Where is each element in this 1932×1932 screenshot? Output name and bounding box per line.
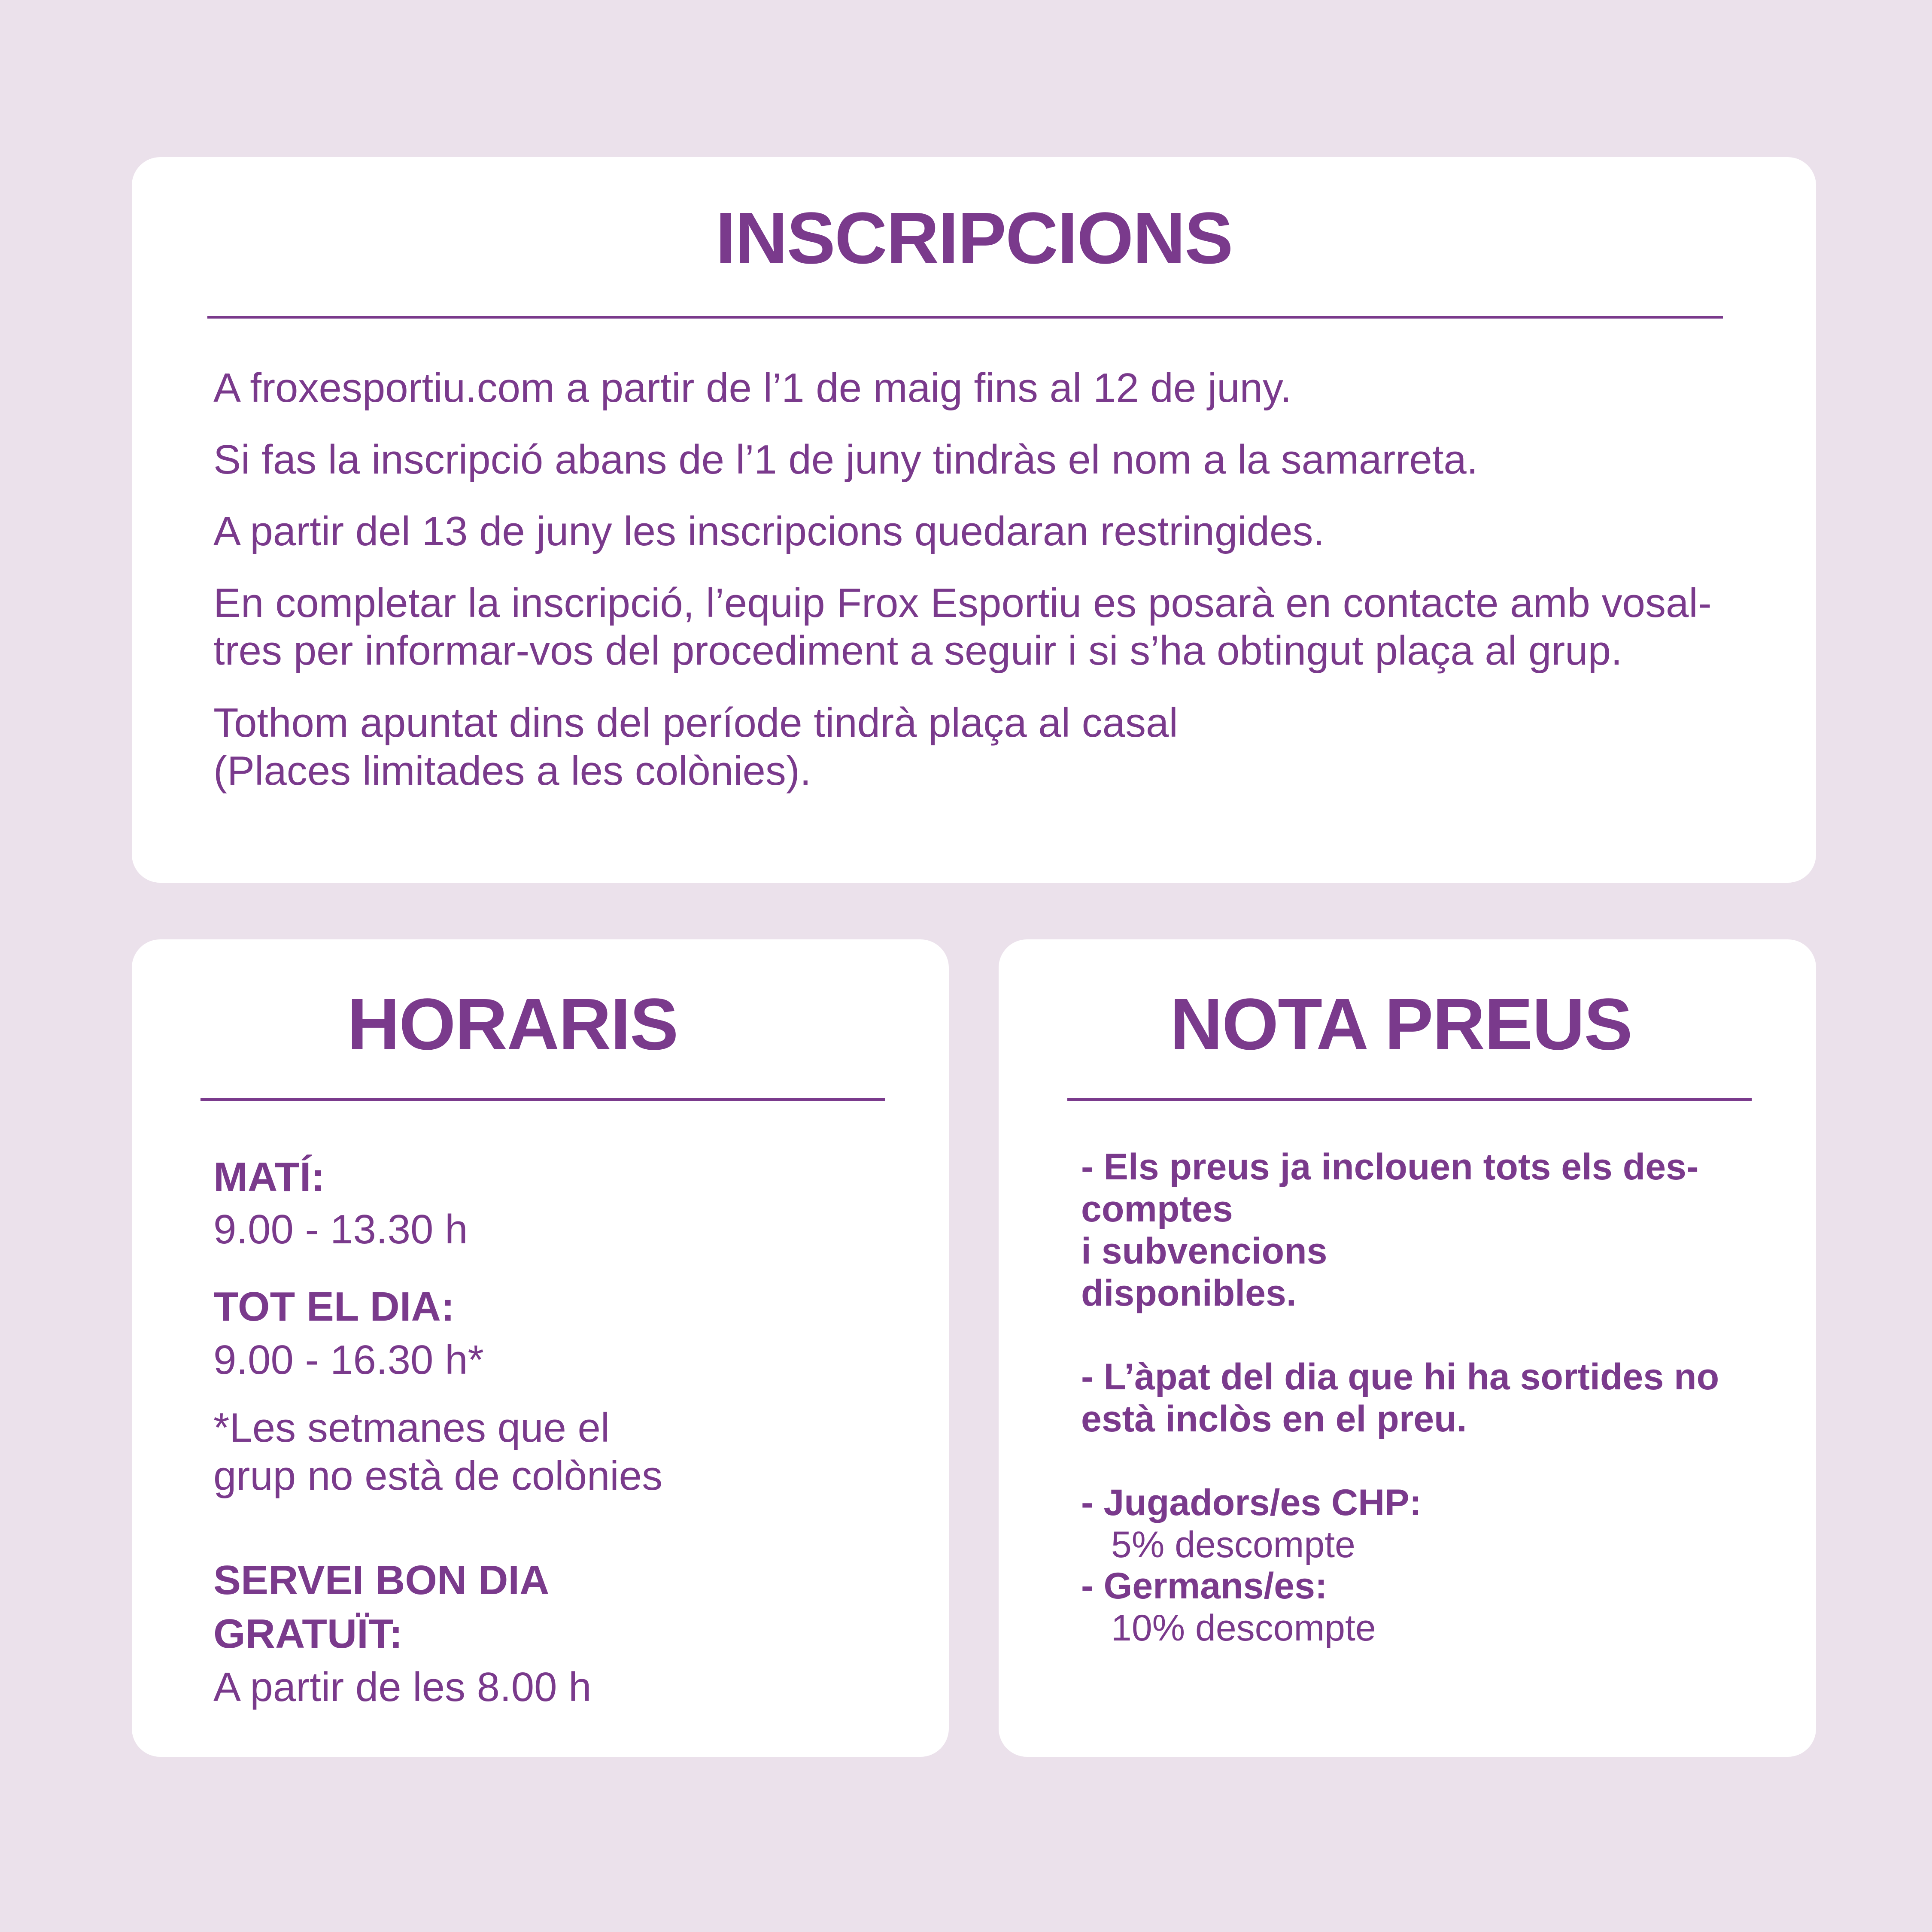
horaris-card [132,939,949,1757]
colonies-note-line-2: grup no està de colònies [213,1453,663,1499]
tot-el-dia-value: 9.00 - 16.30 h* [213,1337,484,1383]
preus-note-1-line-2: comptes [1081,1188,1233,1230]
inscripcions-paragraph-3: A partir del 13 de juny les inscripcions quedaran restringides. [213,508,1325,554]
bon-dia-value: A partir de les 8.00 h [213,1664,592,1710]
inscripcions-title: INSCRIPCIONS [715,197,1233,279]
nota-preus-divider [1067,1098,1752,1101]
preus-note-1-line-1: - Els preus ja inclouen tots els des- [1081,1146,1699,1188]
nota-preus-card [999,939,1816,1757]
tot-el-dia-label: TOT EL DIA: [213,1284,455,1330]
colonies-note-line-1: *Les setmanes que el [213,1405,610,1451]
inscripcions-divider [207,316,1723,319]
horaris-divider [200,1098,885,1101]
inscripcions-paragraph-4-line-2: tres per informar-vos del procediment a seguir i si s’ha obtingut plaça al grup. [213,628,1622,674]
mati-value: 9.00 - 13.30 h [213,1206,468,1252]
preus-note-1-line-4: disponibles. [1081,1273,1297,1314]
preus-note-2-line-1: - L’àpat del dia que hi ha sortides no [1081,1356,1719,1397]
preus-note-1-line-3: i subvencions [1081,1230,1327,1272]
inscripcions-paragraph-5-line-2: (Places limitades a les colònies). [213,748,811,794]
preus-note-2-line-2: està inclòs en el preu. [1081,1398,1467,1440]
bon-dia-label-line-2: GRATUÏT: [213,1611,403,1657]
germans-discount-label: - Germans/es: [1081,1565,1327,1607]
inscripcions-paragraph-5-line-1: Tothom apuntat dins del període tindrà plaça al casal [213,700,1178,746]
nota-preus-title: NOTA PREUS [1170,984,1632,1065]
bon-dia-label-line-1: SERVEI BON DIA [213,1557,550,1603]
germans-discount-value: 10% descompte [1111,1607,1376,1649]
horaris-title: HORARIS [347,984,678,1065]
chp-discount-label: - Jugadors/es CHP: [1081,1482,1422,1523]
inscripcions-paragraph-1: A froxesportiu.com a partir de l’1 de maig fins al 12 de juny. [213,365,1292,411]
mati-label: MATÍ: [213,1154,325,1200]
inscripcions-card [132,157,1816,883]
inscripcions-paragraph-4-line-1: En completar la inscripció, l’equip Frox Esportiu es posarà en contacte amb vosal- [213,580,1712,626]
chp-discount-value: 5% descompte [1111,1524,1355,1565]
inscripcions-paragraph-2: Si fas la inscripció abans de l’1 de juny tindràs el nom a la samarreta. [213,437,1478,483]
